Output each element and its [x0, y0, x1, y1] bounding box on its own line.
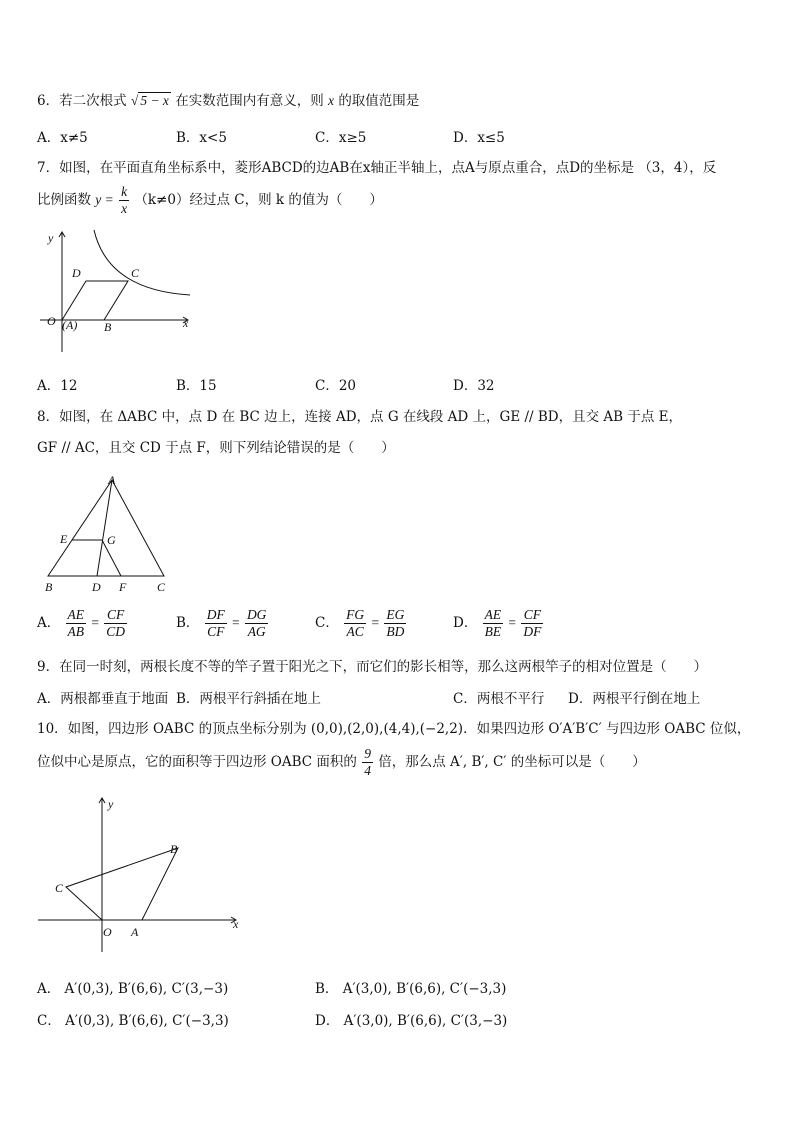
q8-option-c-label: C．: [315, 615, 339, 631]
q8-segment-ad: [97, 480, 112, 576]
q8-label-g: G: [107, 533, 116, 547]
q8-figure: [36, 470, 176, 596]
q10-option-d[interactable]: D． A′(3,0), B′(6,6), C′(3,−3): [315, 1013, 508, 1029]
q8-label-a: A: [108, 473, 116, 487]
q8-a-rden: CD: [106, 624, 126, 639]
q10-line2-prefix: 位似中心是原点，它的面积等于四边形 OABC 面积的: [37, 754, 357, 770]
q7-option-b[interactable]: B．15: [176, 378, 217, 394]
q10-quadrilateral-oabc: [66, 848, 178, 920]
q10-label-y: y: [108, 797, 114, 811]
q8-a-rnum: CF: [104, 607, 127, 624]
q9-stem: 9．在同一时刻，两根长度不等的竿子置于阳光之下，而它们的影长相等，那么这两根竿子的相对位置是（ ）: [37, 659, 708, 675]
q8-c-lden: AC: [346, 624, 364, 639]
q8-option-b[interactable]: B． $\frac{DF}{CF}$ = $\frac{DG}{AG}$: [176, 607, 267, 639]
q10-option-c[interactable]: C． A′(0,3), B′(6,6), C′(−3,3): [37, 1013, 229, 1029]
q7-option-d[interactable]: D．32: [453, 378, 495, 394]
q7-option-c[interactable]: C．20: [315, 378, 357, 394]
q10-option-b[interactable]: B． A′(3,0), B′(6,6), C′(−3,3): [315, 981, 507, 997]
q7-label-c: C: [131, 266, 140, 280]
q9-option-c[interactable]: C．两根不平行: [453, 691, 545, 707]
q8-a-lnum: AE: [67, 607, 85, 622]
q8-option-d-label: D．: [453, 615, 478, 631]
q7-label-y: y: [48, 231, 54, 245]
q10-option-a[interactable]: A． A′(0,3), B′(6,6), C′(3,−3): [37, 981, 229, 997]
q8-c-rnum: EG: [386, 607, 405, 622]
q8-option-c[interactable]: C． $\frac{FG}{AC}$ = $\frac{EG}{BD}$: [315, 607, 405, 639]
q6-option-d[interactable]: D．x≤5: [453, 130, 505, 146]
q8-b-lnum: DF: [206, 607, 225, 622]
q7-func-den: x: [121, 201, 128, 216]
q8-b-rnum: DG: [246, 607, 267, 622]
q7-label-b: B: [104, 320, 112, 334]
q10-frac-den: 4: [364, 763, 371, 778]
q8-option-a-label: A．: [37, 615, 61, 631]
q6-option-b[interactable]: B．x<5: [176, 130, 227, 146]
q8-label-c: C: [157, 580, 166, 594]
q6-var: x: [328, 93, 335, 108]
q8-label-f: F: [119, 580, 127, 594]
q10-label-x: x: [233, 917, 239, 931]
q10-line2-suffix: 倍，那么点 A′, B′, C′ 的坐标可以是（ ）: [378, 754, 646, 770]
q8-c-lnum: FG: [346, 607, 365, 622]
q10-label-a: A: [131, 925, 139, 939]
q8-label-d: D: [92, 580, 101, 594]
q6-stem-end: 的取值范围是: [338, 93, 420, 109]
q8-d-rden: DF: [523, 624, 542, 639]
q7-label-d: D: [72, 266, 81, 280]
q6-stem-suffix: 在实数范围内有意义，则: [175, 93, 324, 109]
q10-label-c: C: [55, 881, 64, 895]
q7-line2-suffix: （k≠0）经过点 C，则 k 的值为（ ）: [134, 192, 383, 208]
q8-d-lden: BE: [484, 624, 502, 639]
q6-stem-prefix: 6．若二次根式: [37, 93, 127, 109]
q7-label-o: O: [47, 314, 56, 328]
q9-option-b[interactable]: B．两根平行斜插在地上: [176, 691, 321, 707]
q8-b-lden: CF: [207, 624, 225, 639]
q8-c-rden: BD: [386, 624, 405, 639]
q7-option-a[interactable]: A．12: [37, 378, 78, 394]
q8-option-a[interactable]: A． $\frac{AE}{AB}$ = $\frac{CF}{CD}$: [37, 607, 126, 639]
q7-label-x: x: [183, 316, 189, 330]
q8-label-e: E: [60, 532, 68, 546]
q8-d-rnum: CF: [521, 607, 543, 624]
q7-figure: [36, 226, 196, 358]
q10-stem-line1: 10．如图，四边形 OABC 的顶点坐标分别为 (0,0),(2,0),(4,4),(−2,2)．如果四边形 O′A′B′C′ 与四边形 OABC 位似，: [37, 721, 751, 737]
q6-radicand: 5 − x: [140, 93, 169, 108]
q10-label-o: O: [103, 925, 112, 939]
q10-label-b: B: [170, 842, 178, 856]
q10-figure: [36, 794, 250, 956]
q10-stem-line2: [37, 746, 646, 779]
q7-stem-line1: 7．如图，在平面直角坐标系中，菱形ABCD的边AB在x轴正半轴上，点A与原点重合，点D的坐标是 （3，4），反: [37, 160, 717, 176]
q7-stem-line2: [37, 184, 383, 217]
q6-option-a[interactable]: A．x≠5: [37, 130, 88, 146]
q7-label-a: (A): [62, 318, 78, 332]
q8-label-b: B: [45, 580, 53, 594]
q8-b-rden: AG: [247, 624, 266, 639]
q8-stem-line1: 8．如图，在 ΔABC 中，点 D 在 BC 边上，连接 AD，点 G 在线段 AD 上，GE // BD，且交 AB 于点 E，: [37, 409, 683, 425]
q7-hyperbola: [94, 230, 190, 295]
q6-stem: 6．若二次根式 √ 5 − x 在实数范围内有意义，则 x 的取值范围是: [37, 93, 420, 109]
q8-triangle-abc: [48, 480, 164, 576]
q6-option-c[interactable]: C．x≥5: [315, 130, 367, 146]
q7-rhombus: [62, 281, 128, 320]
q9-option-a[interactable]: A．两根都垂直于地面: [37, 691, 169, 707]
q7-func-num: k: [121, 184, 128, 199]
q9-option-d[interactable]: D．两根平行倒在地上: [568, 691, 701, 707]
q7-line2-prefix: 比例函数: [37, 192, 91, 208]
q10-frac-num: 9: [364, 746, 371, 761]
q8-option-b-label: B．: [176, 615, 200, 631]
q8-option-d[interactable]: D． $\frac{AE}{BE}$ = $\frac{CF}{DF}$: [453, 607, 542, 639]
q7-func-fraction: [119, 184, 129, 217]
q7-func-lhs: y =: [95, 192, 114, 207]
q8-a-lden: AB: [67, 624, 85, 639]
q10-fraction: [362, 746, 373, 779]
q8-stem-line2: GF // AC，且交 CD 于点 F，则下列结论错误的是（ ）: [37, 440, 395, 456]
q8-d-lnum: AE: [484, 607, 502, 622]
